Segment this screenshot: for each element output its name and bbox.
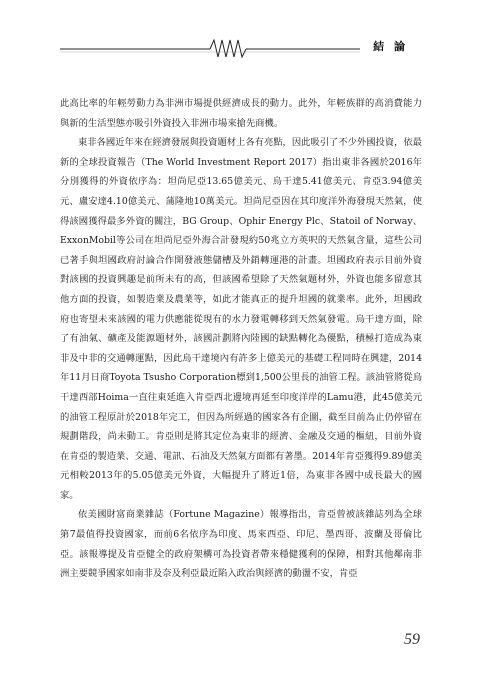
heartbeat-line-icon: [60, 36, 420, 60]
chapter-title: 結 論: [373, 40, 408, 53]
page-number: 59: [404, 631, 420, 648]
chapter-header: [60, 36, 420, 60]
paragraph: 依美國財富商業雜誌（Fortune Magazine）報導指出，肯亞曾被該雜誌列為全球第7最值得投資國家，而前6名依序為印度、馬來西亞、印尼、墨西哥、波蘭及哥倫比亞。該報導提及肯亞健全的政府架構可為投資者帶來穩健獲利的保障，相對其他鄰南非洲主要競爭國家如南非及奈及利亞最近陷入政治與經濟的動盪不安，肯亞: [60, 509, 422, 580]
body-text: [60, 94, 422, 584]
paragraph: 東非各國近年來在經濟發展與投資題材上各有亮點，因此吸引了不少外國投資，依最新的全球投資報告（The World Investment Report 2017）指出東非各國於2016年分別獲得的外資依序為：坦尚尼亞13.65億美元、烏干達5.41億美元、肯亞3.94億美元、盧安達4.10億美元、蒲隆地10萬美元。坦尚尼亞因在其印度洋外海發現天然氣，使得該國獲得最多外資的關注，BG Group、Ophir Energy Plc、Statoil of Norway、ExxonMobil等公司在坦尚尼亞外海合計發現約50兆立方英呎的天然氣含量，這些公司已著手與坦國政府討論合作開發液態儲槽及外銷轉運港的計畫。坦國政府表示目前外資對該國的投資興趣是前所未有的高，但該國希望除了天然氣題材外，外資也能多留意其他方面的投資，如製造業及農業等，如此才能真正的提升坦國的就業率。此外，坦國政府也寄望未來該國的電力供應能從現有的水力發電轉移到天然氣發電。烏干達方面，除了有油氣、礦產及能源題材外，該國計劃將內陸國的缺點轉化為優點，積極打造成為東非及中非的交通轉運點，因此烏干達境內有許多上億美元的基礎工程同時在興建，2014年11月日商Toyota Tsusho Corporation標到1,500公里長的油管工程。該油管將從烏干達西部Hoima一直往東延進入肯亞西北邊境再延至印度洋岸的Lamu港，此45億美元的油管工程原計於2018年完工，但因為所經過的國家各有企圖，截至目前為止仍停留在規劃階段，尚未動工。肯亞則是將其定位為東非的經濟、金融及交通的樞紐，目前外資在肯亞的製造業、交通、電訊、石油及天然氣方面都有著墨。2014年肯亞獲得9.89億美元相較2013年的5.05億美元外資，大幅提升了將近1倍，為東非各國中成長最大的國家。: [60, 137, 422, 501]
paragraph: 此高比率的年輕勞動力為非洲市場提供經濟成長的動力。此外，年輕族群的高消費能力與新的生活型態亦吸引外資投入非洲市場來搶先商機。: [60, 98, 422, 129]
